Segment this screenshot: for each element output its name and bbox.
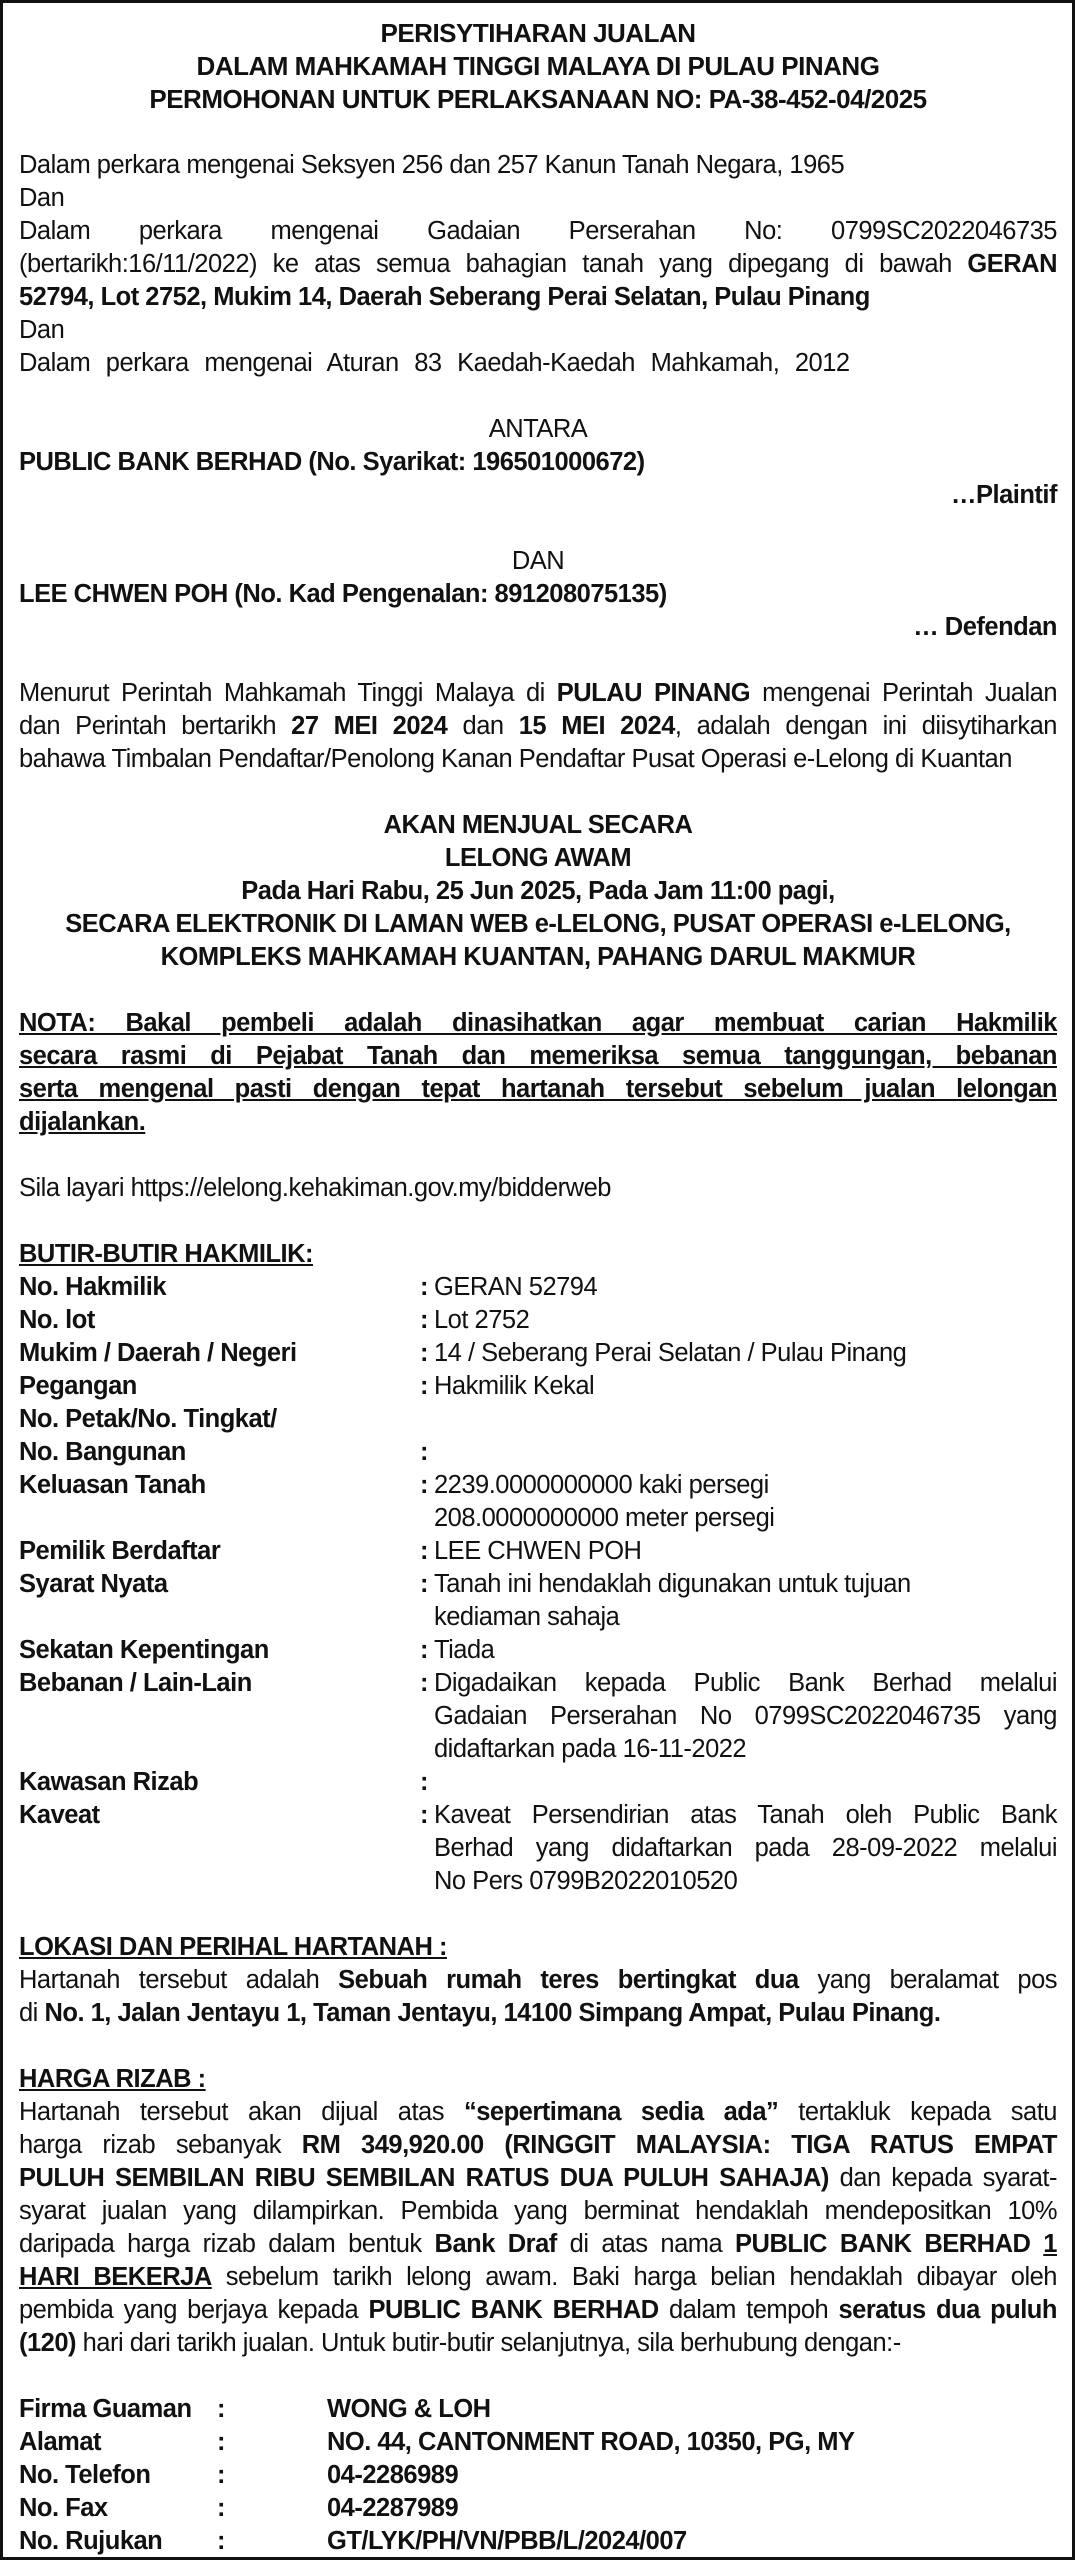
title-detail-row	[19, 1304, 1057, 1337]
nota-line-2: secara rasmi di Pejabat Tanah dan memeriksa semua tanggungan, bebanan	[19, 1042, 1057, 1070]
contact-label: Alamat	[19, 2428, 102, 2456]
title-detail-value-line	[434, 1766, 1057, 1799]
auction-venue-2: KOMPLEKS MAHKAMAH KUANTAN, PAHANG DARUL MAKMUR	[160, 943, 916, 971]
contact-value: 04-2286989	[327, 2461, 459, 2489]
title-detail-value	[434, 1337, 1057, 1370]
title-detail-value-line: Gadaian Perserahan No 0799SC2022046735 yang	[434, 1702, 1057, 1730]
title-detail-value-line: No Pers 0799B2022010520	[434, 1867, 738, 1895]
title-detail-label: Sekatan Kepentingan	[19, 1636, 269, 1664]
order-section	[19, 677, 1057, 776]
header-title: PERISYTIHARAN JUALAN	[380, 18, 696, 48]
contact-value: NO. 44, CANTONMENT ROAD, 10350, PG, MY	[327, 2428, 855, 2456]
title-detail-value	[434, 1469, 1057, 1535]
location-heading: LOKASI DAN PERIHAL HARTANAH :	[19, 1933, 447, 1961]
title-detail-row	[19, 1667, 1057, 1766]
reserve-line-2: harga rizab sebanyak RM 349,920.00 (RINGGIT MALAYSIA: TIGA RATUS EMPAT	[19, 2131, 1057, 2159]
contact-label: Firma Guaman	[19, 2395, 192, 2423]
title-detail-colon: :	[420, 1438, 428, 1466]
contact-value: GT/LYK/PH/VN/PBB/L/2024/007	[327, 2527, 687, 2555]
title-detail-value-line: Hakmilik Kekal	[434, 1372, 595, 1400]
reserve-line-3: PULUH SEMBILAN RIBU SEMBILAN RATUS DUA PULUH SAHAJA) dan kepada syarat-	[19, 2164, 1058, 2192]
title-detail-label: No. Bangunan	[19, 1438, 186, 1466]
order-line-1: Menurut Perintah Mahkamah Tinggi Malaya di PULAU PINANG mengenai Perintah Jualan	[19, 679, 1058, 707]
title-detail-value	[434, 1304, 1057, 1337]
contact-value: 04-2287989	[327, 2494, 459, 2522]
title-detail-value	[434, 1766, 1057, 1799]
title-detail-value-line: Lot 2752	[434, 1306, 530, 1334]
plaintiff-role: …Plaintif	[950, 481, 1057, 509]
title-detail-row	[19, 1766, 1057, 1799]
title-detail-value	[434, 1370, 1057, 1403]
matter-2-line-2	[19, 248, 1057, 281]
contact-table	[19, 2393, 1057, 2558]
contact-label: No. Rujukan	[19, 2527, 163, 2555]
header-court: DALAM MAHKAMAH TINGGI MALAYA DI PULAU PINANG	[196, 51, 880, 81]
reserve-line-7: pembida yang berjaya kepada PUBLIC BANK BERHAD dalam tempoh seratus dua puluh	[19, 2296, 1057, 2324]
reserve-line-8: (120) hari dari tarikh jualan. Untuk butir-butir selanjutnya, sila berhubung dengan:-	[19, 2329, 901, 2357]
contact-colon: :	[217, 2494, 225, 2522]
defendant-name: LEE CHWEN POH (No. Kad Pengenalan: 891208075135)	[19, 580, 667, 608]
location-line-2: di No. 1, Jalan Jentayu 1, Taman Jentayu, 14100 Simpang Ampat, Pulau Pinang.	[19, 1999, 941, 2027]
location-line-1: Hartanah tersebut adalah Sebuah rumah teres bertingkat dua yang beralamat pos	[19, 1966, 1058, 1994]
title-details-section	[19, 1238, 1057, 1898]
title-detail-row	[19, 1403, 1057, 1436]
title-detail-value-line: 14 / Seberang Perai Selatan / Pulau Pinang	[434, 1339, 907, 1367]
contact-colon: :	[217, 2527, 225, 2555]
title-detail-value	[434, 1667, 1057, 1766]
title-details-heading: BUTIR-BUTIR HAKMILIK:	[19, 1240, 314, 1268]
title-detail-colon: :	[420, 1801, 428, 1829]
nota-line-4: dijalankan.	[19, 1108, 146, 1136]
reserve-line-4: syarat jualan yang dilampirkan. Pembida yang berminat hendaklah mendepositkan 10%	[19, 2197, 1057, 2225]
title-detail-colon: :	[420, 1537, 428, 1565]
title-detail-colon: :	[420, 1273, 428, 1301]
contact-row	[19, 2426, 1057, 2459]
matter-dan-2: Dan	[19, 316, 65, 344]
matters-section	[19, 149, 1057, 380]
title-detail-colon: :	[420, 1669, 428, 1697]
title-detail-value-line: didaftarkan pada 16-11-2022	[434, 1735, 747, 1763]
reserve-price: RM 349,920.00 (RINGGIT MALAYSIA: TIGA RATUS EMPAT	[301, 2131, 1057, 2159]
nota-section	[19, 1007, 1057, 1139]
matter-2-geran: GERAN	[967, 250, 1057, 278]
auction-line-2: LELONG AWAM	[444, 844, 632, 872]
title-detail-value-line: Kaveat Persendirian atas Tanah oleh Public Bank	[434, 1801, 1057, 1829]
defendant-role: … Defendan	[913, 613, 1057, 641]
contact-colon: :	[217, 2461, 225, 2489]
matter-3: Dalam perkara mengenai Aturan 83 Kaedah-Kaedah Mahkamah, 2012	[19, 349, 850, 377]
title-detail-colon: :	[420, 1339, 428, 1367]
title-detail-label: Syarat Nyata	[19, 1570, 168, 1598]
contact-row	[19, 2525, 1057, 2558]
contact-colon: :	[217, 2395, 225, 2423]
bidder-website: Sila layari https://elelong.kehakiman.gov.my/bidderweb	[19, 1174, 611, 1202]
auction-date: Pada Hari Rabu, 25 Jun 2025, Pada Jam 11:00 pagi,	[241, 877, 835, 905]
title-detail-value	[434, 1271, 1057, 1304]
title-detail-value	[434, 1799, 1057, 1898]
title-detail-value-line: 208.0000000000 meter persegi	[434, 1504, 775, 1532]
nota-line-1: NOTA: Bakal pembeli adalah dinasihatkan agar membuat carian Hakmilik	[19, 1009, 1057, 1037]
title-detail-value-line: 2239.0000000000 kaki persegi	[434, 1471, 769, 1499]
title-details-table	[19, 1271, 1057, 1898]
matter-2-text: (bertarikh:16/11/2022) ke atas semua bahagian tanah yang dipegang di bawah	[19, 250, 952, 278]
title-detail-label: Pegangan	[19, 1372, 137, 1400]
title-detail-value	[434, 1403, 1057, 1436]
matter-1: Dalam perkara mengenai Seksyen 256 dan 257 Kanun Tanah Negara, 1965	[19, 151, 845, 179]
matter-2-line-3: 52794, Lot 2752, Mukim 14, Daerah Seberang Perai Selatan, Pulau Pinang	[19, 283, 870, 311]
antara-label: ANTARA	[488, 415, 588, 443]
nota-line-3: serta mengenal pasti dengan tepat hartanah tersebut sebelum jualan lelongan	[19, 1075, 1057, 1103]
property-type: Sebuah rumah teres bertingkat dua	[338, 1966, 799, 1994]
auction-section	[19, 809, 1057, 974]
reserve-line-5: daripada harga rizab dalam bentuk Bank Draf di atas nama PUBLIC BANK BERHAD 1	[19, 2230, 1057, 2258]
title-detail-row	[19, 1799, 1057, 1898]
title-detail-value	[434, 1634, 1057, 1667]
contact-label: No. Fax	[19, 2494, 108, 2522]
parties-section	[19, 413, 1057, 644]
title-detail-value-line: Tiada	[434, 1636, 495, 1664]
title-detail-label: Kaveat	[19, 1801, 100, 1829]
location-section	[19, 1931, 1057, 2030]
title-detail-label: Bebanan / Lain-Lain	[19, 1669, 252, 1697]
title-detail-value-line: LEE CHWEN POH	[434, 1537, 642, 1565]
title-detail-row	[19, 1568, 1057, 1634]
title-detail-row	[19, 1370, 1057, 1403]
order-line-2: dan Perintah bertarikh 27 MEI 2024 dan 15 MEI 2024, adalah dengan ini diisytiharkan	[19, 712, 1057, 740]
title-detail-colon: :	[420, 1636, 428, 1664]
title-detail-row	[19, 1436, 1057, 1469]
reserve-line-6: HARI BEKERJA sebelum tarikh lelong awam. Baki harga belian hendaklah dibayar oleh	[19, 2263, 1057, 2291]
title-detail-value-line: Berhad yang didaftarkan pada 28-09-2022 melalui	[434, 1834, 1057, 1862]
title-detail-label: No. Hakmilik	[19, 1273, 167, 1301]
contact-row	[19, 2393, 1057, 2426]
title-detail-value	[434, 1535, 1057, 1568]
order-court-location: PULAU PINANG	[556, 679, 751, 707]
contact-row	[19, 2492, 1057, 2525]
title-detail-label: Pemilik Berdaftar	[19, 1537, 221, 1565]
title-detail-value-line: Digadaikan kepada Public Bank Berhad melalui	[434, 1669, 1057, 1697]
title-detail-colon: :	[420, 1306, 428, 1334]
title-detail-colon: :	[420, 1768, 428, 1796]
title-detail-row	[19, 1469, 1057, 1535]
title-detail-label: Mukim / Daerah / Negeri	[19, 1339, 297, 1367]
title-detail-value-line: Tanah ini hendaklah digunakan untuk tujuan	[434, 1570, 911, 1598]
title-detail-row	[19, 1535, 1057, 1568]
contact-value: WONG & LOH	[327, 2395, 491, 2423]
title-detail-value-line: kediaman sahaja	[434, 1603, 620, 1631]
matter-2-line-1: Dalam perkara mengenai Gadaian Perserahan No: 0799SC2022046735	[19, 217, 1057, 245]
document-header	[19, 17, 1057, 116]
title-detail-colon	[420, 1403, 434, 1436]
title-detail-label: No. lot	[19, 1306, 95, 1334]
title-detail-value	[434, 1436, 1057, 1469]
order-date-1: 27 MEI 2024	[291, 712, 448, 740]
contact-label: No. Telefon	[19, 2461, 151, 2489]
title-detail-value-line: GERAN 52794	[434, 1273, 598, 1301]
matter-dan-1: Dan	[19, 184, 65, 212]
title-detail-value	[434, 1568, 1057, 1634]
reserve-line-1: Hartanah tersebut akan dijual atas “sepertimana sedia ada” tertakluk kepada satu	[19, 2098, 1057, 2126]
title-detail-colon: :	[420, 1372, 428, 1400]
title-detail-label: No. Petak/No. Tingkat/	[19, 1405, 277, 1433]
title-detail-label: Kawasan Rizab	[19, 1768, 199, 1796]
dan-label: DAN	[511, 547, 565, 575]
header-case-number: PERMOHONAN UNTUK PERLAKSANAAN NO: PA-38-452-04/2025	[149, 84, 927, 114]
title-detail-row	[19, 1271, 1057, 1304]
title-detail-value-line	[434, 1436, 1057, 1469]
contact-row	[19, 2459, 1057, 2492]
title-detail-colon: :	[420, 1471, 428, 1499]
auction-venue-1: SECARA ELEKTRONIK DI LAMAN WEB e-LELONG, PUSAT OPERASI e-LELONG,	[65, 910, 1011, 938]
title-detail-row	[19, 1337, 1057, 1370]
contact-colon: :	[217, 2428, 225, 2456]
plaintiff-name: PUBLIC BANK BERHAD (No. Syarikat: 196501000672)	[19, 448, 645, 476]
property-address: No. 1, Jalan Jentayu 1, Taman Jentayu, 14100 Simpang Ampat, Pulau Pinang.	[44, 1999, 941, 2027]
reserve-section	[19, 2063, 1057, 2360]
order-date-2: 15 MEI 2024	[518, 712, 675, 740]
reserve-heading: HARGA RIZAB :	[19, 2065, 206, 2093]
title-detail-colon: :	[420, 1570, 428, 1598]
title-detail-label: Keluasan Tanah	[19, 1471, 206, 1499]
auction-line-1: AKAN MENJUAL SECARA	[383, 811, 693, 839]
title-detail-row	[19, 1634, 1057, 1667]
order-line-3: bahawa Timbalan Pendaftar/Penolong Kanan Pendaftar Pusat Operasi e-Lelong di Kuantan	[19, 745, 1012, 773]
